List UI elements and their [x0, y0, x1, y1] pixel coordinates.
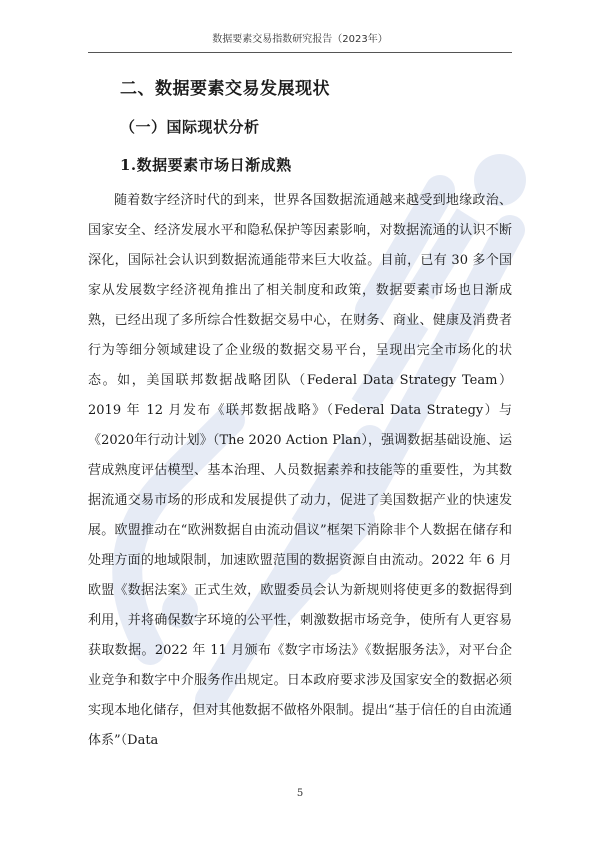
page-content [88, 74, 512, 756]
subsub-heading: 1.数据要素市场日渐成熟 [120, 156, 292, 174]
page-number: 5 [296, 788, 304, 799]
body-paragraph: 随着数字经济时代的到来，世界各国数据流通越来越受到地缘政治、国家安全、经济发展水平和隐私保护等因素影响，对数据流通的认识不断深化，国际社会认识到数据流通能带来巨大收益。目前，已有 30 多个国家从发展数字经济视角推出了相关制度和政策，数据要素市场也日渐成熟，已经出现了多所综合性数据交易中心，在财务、商业、健康及消费者行为等细分领域建设了企业级的数据交易平台，呈现出完全市场化的状态。如，美国联邦数据战略团队（Federal Data Strategy Team）2019 年 12 月发布《联邦数据战略》（Federal Data Strategy）与《2020年行动计划》（The 2020 Action Plan），强调数据基础设施、运营成熟度评估模型、基本治理、人员数据素养和技能等的重要性，为其数据流通交易市场的形成和发展提供了动力，促进了美国数据产业的快速发展。欧盟推动在“欧洲数据自由流动倡议”框架下消除非个人数据在储存和处理方面的地域限制，加速欧盟范围的数据资源自由流动。2022 年 6 月欧盟《数据法案》正式生效，欧盟委员会认为新规则将使更多的数据得到利用，并将确保数字环境的公平性，刺激数据市场竞争，使所有人更容易获取数据。2022 年 11 月颁布《数字市场法》《数据服务法》，对平台企业竞争和数字中介服务作出规定。日本政府要求涉及国家安全的数据必须实现本地化储存，但对其他数据不做格外限制。提出“基于信任的自由流通体系”（Data [88, 193, 512, 748]
section-heading: 二、数据要素交易发展现状 [120, 79, 330, 99]
sub-heading: （一）国际现状分析 [120, 118, 260, 136]
header-divider [88, 52, 512, 53]
page-header: 数据要素交易指数研究报告（2023年） [212, 34, 388, 45]
